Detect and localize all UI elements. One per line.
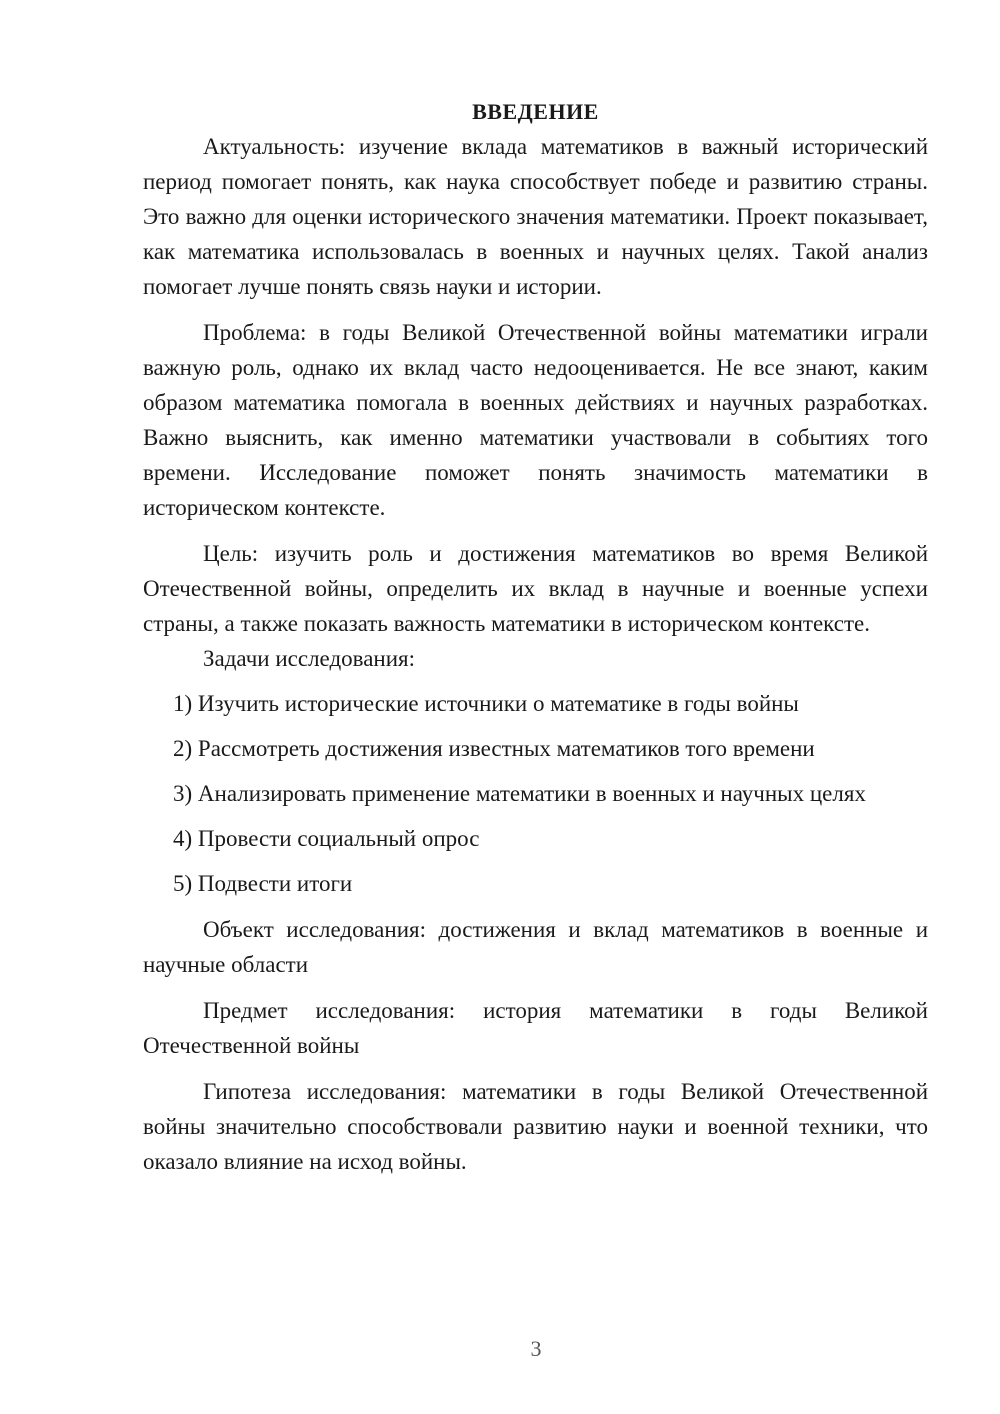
task-item: 4) Провести социальный опрос (173, 826, 480, 851)
paragraph-relevance: Актуальность: изучение вклада математиков в важный исторический период помогает понять, как наука способствует победе и развитию страны. Это важно для оценки исторического значения математики. Проект показывает, как математика использовалась в военных и научных целях. Такой анализ помогает лучше понять связь науки и истории. (143, 134, 928, 299)
task-item: 2) Рассмотреть достижения известных математиков того времени (173, 736, 815, 761)
paragraph-problem: Проблема: в годы Великой Отечественной войны математики играли важную роль, однако их вклад часто недооценивается. Не все знают, каким образом математика помогала в военных действиях и научных разработках. Важно выяснить, как именно математики участвовали в событиях того времени. Исследование поможет понять значимость математики в историческом контексте. (143, 320, 928, 520)
page-content (143, 94, 928, 1179)
tasks-list (143, 686, 928, 901)
paragraph-subject: Предмет исследования: история математики в годы Великой Отечественной войны (143, 998, 928, 1058)
task-item: 5) Подвести итоги (173, 871, 353, 896)
task-item: 1) Изучить исторические источники о математике в годы войны (173, 691, 799, 716)
paragraph-object: Объект исследования: достижения и вклад математиков в военные и научные области (143, 917, 928, 977)
paragraph-hypothesis: Гипотеза исследования: математики в годы Великой Отечественной войны значительно способствовали развитию науки и военной техники, что оказало влияние на исход войны. (143, 1079, 928, 1174)
section-heading: ВВЕДЕНИЕ (472, 99, 599, 124)
tasks-title: Задачи исследования: (203, 646, 416, 671)
task-item: 3) Анализировать применение математики в военных и научных целях (173, 781, 866, 806)
page-number: 3 (530, 1336, 542, 1361)
paragraph-goal: Цель: изучить роль и достижения математиков во время Великой Отечественной войны, определить их вклад в научные и военные успехи страны, а также показать важность математики в историческом контексте. (143, 541, 928, 636)
